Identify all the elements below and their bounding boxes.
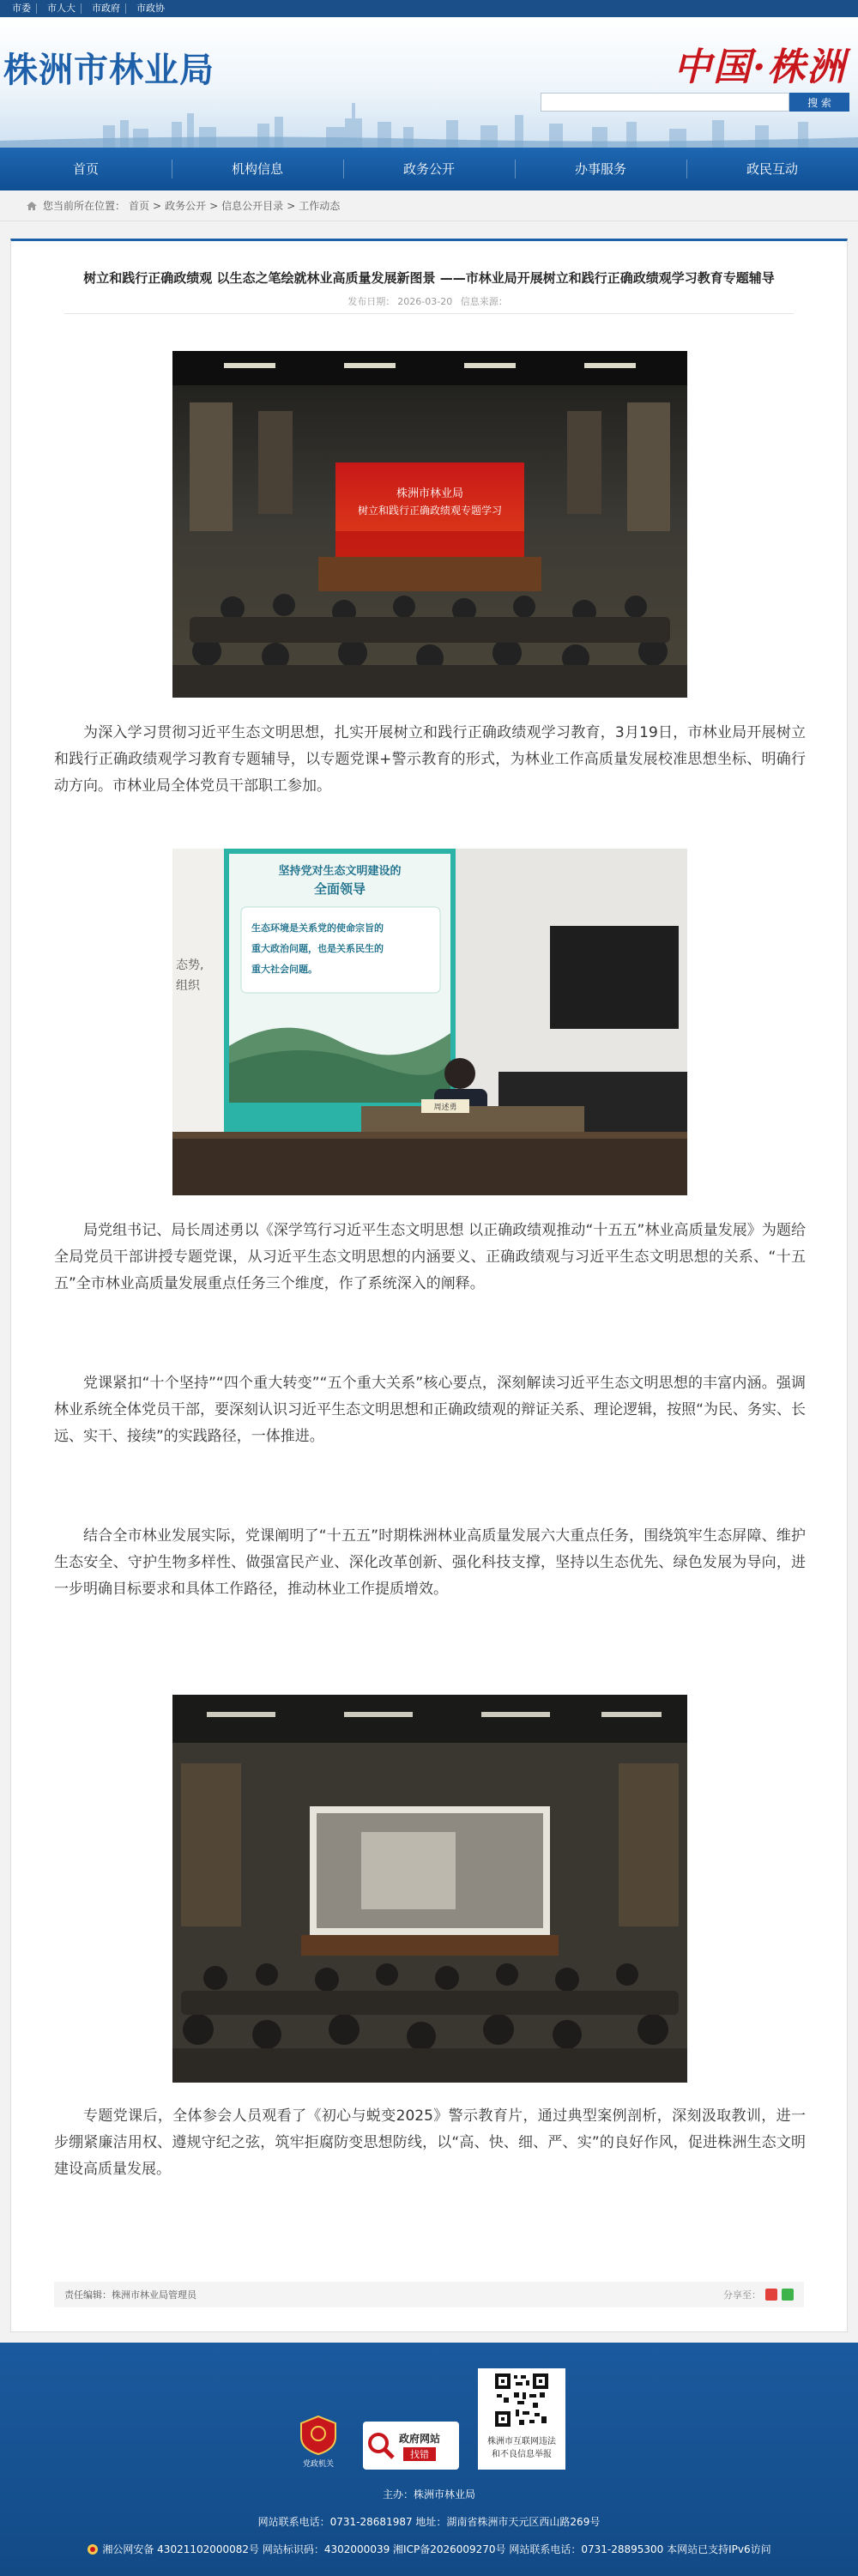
party-gov-badge-label: 党政机关: [302, 2459, 334, 2469]
logo-text: 中国·株洲: [674, 45, 847, 89]
party-gov-badge[interactable]: [293, 2413, 344, 2470]
article-paragraph-2: 局党组书记、局长周述勇以《深学笃行习近平生态文明思想 以正确政绩观推动“十五五”林业高质量发展》为题给全局党员干部讲授专题党课，从习近平生态文明思想的内涵要义、正确政绩观与习近平生态文明思想的关系、“十五五”全市林业高质量发展重点任务三个维度，作了系统深入的阐释。: [54, 1222, 806, 1292]
article-paragraph-4: 结合全市林业发展实际，党课阐明了“十五五”时期株洲林业高质量发展六大重点任务，围绕筑牢生态屏障、维护生态安全、守护生物多样性、做强富民产业、深化改革创新、强化科技支撑，坚持以生态优先、绿色发展为导向，进一步明确目标要求和具体工作路径，推动林业工作提质增效。: [54, 1527, 806, 1598]
find-error-label: 找错: [403, 2447, 436, 2461]
slide-quote-1: 生态环境是关系党的使命宗旨的: [251, 922, 384, 934]
article-photo-1: [172, 351, 687, 698]
top-link-government[interactable]: 市政府: [87, 3, 126, 14]
nav-item-gov-affairs[interactable]: 政务公开: [343, 148, 515, 190]
breadcrumb-separator: >: [287, 199, 296, 212]
breadcrumb-separator: >: [153, 199, 162, 212]
footer-record[interactable]: 湘公网安备 43021102000082号 网站标识码：4302000039 湘ICP备2026009270号 网站联系电话：0731-28895300 本网站已支持IPv6访问: [102, 2543, 771, 2555]
nav-item-home[interactable]: 首页: [72, 161, 99, 177]
speaker-photo: [172, 849, 687, 1195]
warning-film-photo: [172, 1695, 687, 2083]
publish-date: 2026-03-20: [397, 296, 453, 307]
police-badge-icon: [87, 2543, 99, 2555]
qr-code-icon: [493, 2372, 550, 2428]
article-panel: [10, 239, 848, 2332]
top-link-cppcc[interactable]: 市政协: [136, 3, 165, 14]
article-paragraph-5: 专题党课后，全体参会人员观看了《初心与蜕变2025》警示教育片，通过典型案例剖析，深刻汲取教训，进一步绷紧廉洁用权、遵规守纪之弦，筑牢拒腐防变思想防线，以“高、快、细、严、实”的良好作风，促进株洲生态文明建设高质量发展。: [54, 2107, 806, 2178]
nav-item-services[interactable]: 办事服务: [515, 148, 686, 190]
weibo-share-icon[interactable]: [765, 2289, 777, 2301]
slide-quote-2: 重大政治问题，也是关系民生的: [251, 943, 384, 954]
editor-label: 责任编辑：: [64, 2289, 112, 2301]
gov-site-label: 政府网站: [399, 2432, 441, 2445]
search-input[interactable]: [541, 93, 789, 112]
top-link-npc[interactable]: 市人大: [42, 3, 82, 14]
wechat-share-icon[interactable]: [782, 2289, 794, 2301]
banner-line-1: 株洲市林业局: [396, 487, 464, 500]
site-title: 株洲市林业局: [3, 51, 214, 90]
breadcrumb-separator: >: [209, 199, 219, 212]
article-photo-3: [172, 1695, 687, 2083]
slide-quote-3: 重大社会问题。: [251, 964, 317, 975]
site-footer: [0, 2343, 858, 2576]
footer-badges: [0, 2368, 858, 2470]
source-label: 信息来源：: [460, 296, 508, 307]
search-box: [541, 93, 849, 112]
title-divider: [64, 313, 794, 314]
share-label: 分享至：: [723, 2289, 761, 2301]
top-link-party-committee[interactable]: 市委: [7, 3, 37, 14]
slide-title: 坚持党对生态文明建设的: [278, 865, 402, 878]
magnifier-icon: [366, 2431, 396, 2460]
breadcrumb-link-info-catalog[interactable]: 信息公开目录: [221, 200, 284, 212]
article-meta: [11, 294, 847, 308]
article-paragraph-1: 为深入学习贯彻习近平生态文明思想，扎实开展树立和践行正确政绩观学习教育，3月19日，市林业局开展树立和践行正确政绩观学习教育专题辅导，以专题党课+警示教育的形式，为林业工作高质量发展校准思想坐标、明确行动方向。市林业局全体党员干部职工参加。: [54, 724, 806, 795]
article-footer-bar: [54, 2282, 804, 2307]
china-zhuzhou-logo: [674, 33, 847, 93]
editor-name: 株洲市林业局管理员: [112, 2289, 196, 2301]
nav-item-org-info[interactable]: 机构信息: [172, 148, 343, 190]
banner-line-2: 树立和践行正确政绩观专题学习: [357, 505, 503, 517]
nav-item-interaction[interactable]: 政民互动: [686, 148, 858, 190]
editor-info: [64, 2288, 196, 2301]
breadcrumb: [0, 190, 858, 221]
gov-site-error-badge[interactable]: [363, 2422, 459, 2470]
footer-record-line: [0, 2542, 858, 2556]
breadcrumb-prefix: 您当前所在位置：: [43, 200, 126, 212]
footer-host: 主办：株洲市林业局: [382, 2488, 475, 2500]
share-bar: [723, 2288, 794, 2301]
report-qr-block[interactable]: [478, 2368, 565, 2470]
qr-caption-line-2: 和不良信息举报: [492, 2450, 552, 2459]
slide-title-2: 全面领导: [313, 881, 366, 897]
top-links-bar: [0, 0, 858, 17]
breadcrumb-link-work-news[interactable]: 工作动态: [299, 200, 341, 212]
meeting-hall-photo: [172, 351, 687, 698]
breadcrumb-link-home[interactable]: 首页: [129, 200, 150, 212]
date-label: 发布日期：: [347, 296, 396, 307]
speaker-nameplate: 周述勇: [433, 1104, 457, 1112]
qr-caption-line-1: 株洲市互联网违法: [487, 2437, 556, 2446]
article-paragraph-3: 党课紧扣“十个坚持”“四个重大转变”“五个重大关系”核心要点，深刻解读习近平生态文明思想的丰富内涵。强调林业系统全体党员干部，要深刻认识习近平生态文明思想和正确政绩观的辩证关系、理论逻辑，按照“为民、务实、长远、实干、接续”的实践路径，一体推进。: [54, 1375, 806, 1445]
search-button[interactable]: 搜 索: [789, 93, 849, 112]
article-title: 树立和践行正确政绩观 以生态之笔绘就林业高质量发展新图景 ——市林业局开展树立和践行正确政绩观学习教育专题辅导: [83, 270, 775, 286]
breadcrumb-link-gov-affairs[interactable]: 政务公开: [165, 200, 207, 212]
home-icon: [26, 200, 38, 212]
partial-slide-text-2: 组织: [176, 979, 200, 993]
partial-slide-text-1: 态势,: [176, 958, 204, 972]
article-photo-2: [172, 849, 687, 1195]
main-nav: [0, 148, 858, 190]
footer-contact: 网站联系电话：0731-28681987 地址：湖南省株洲市天元区西山路269号: [257, 2516, 601, 2528]
party-gov-emblem-icon: [298, 2415, 339, 2456]
site-header: [0, 17, 858, 148]
